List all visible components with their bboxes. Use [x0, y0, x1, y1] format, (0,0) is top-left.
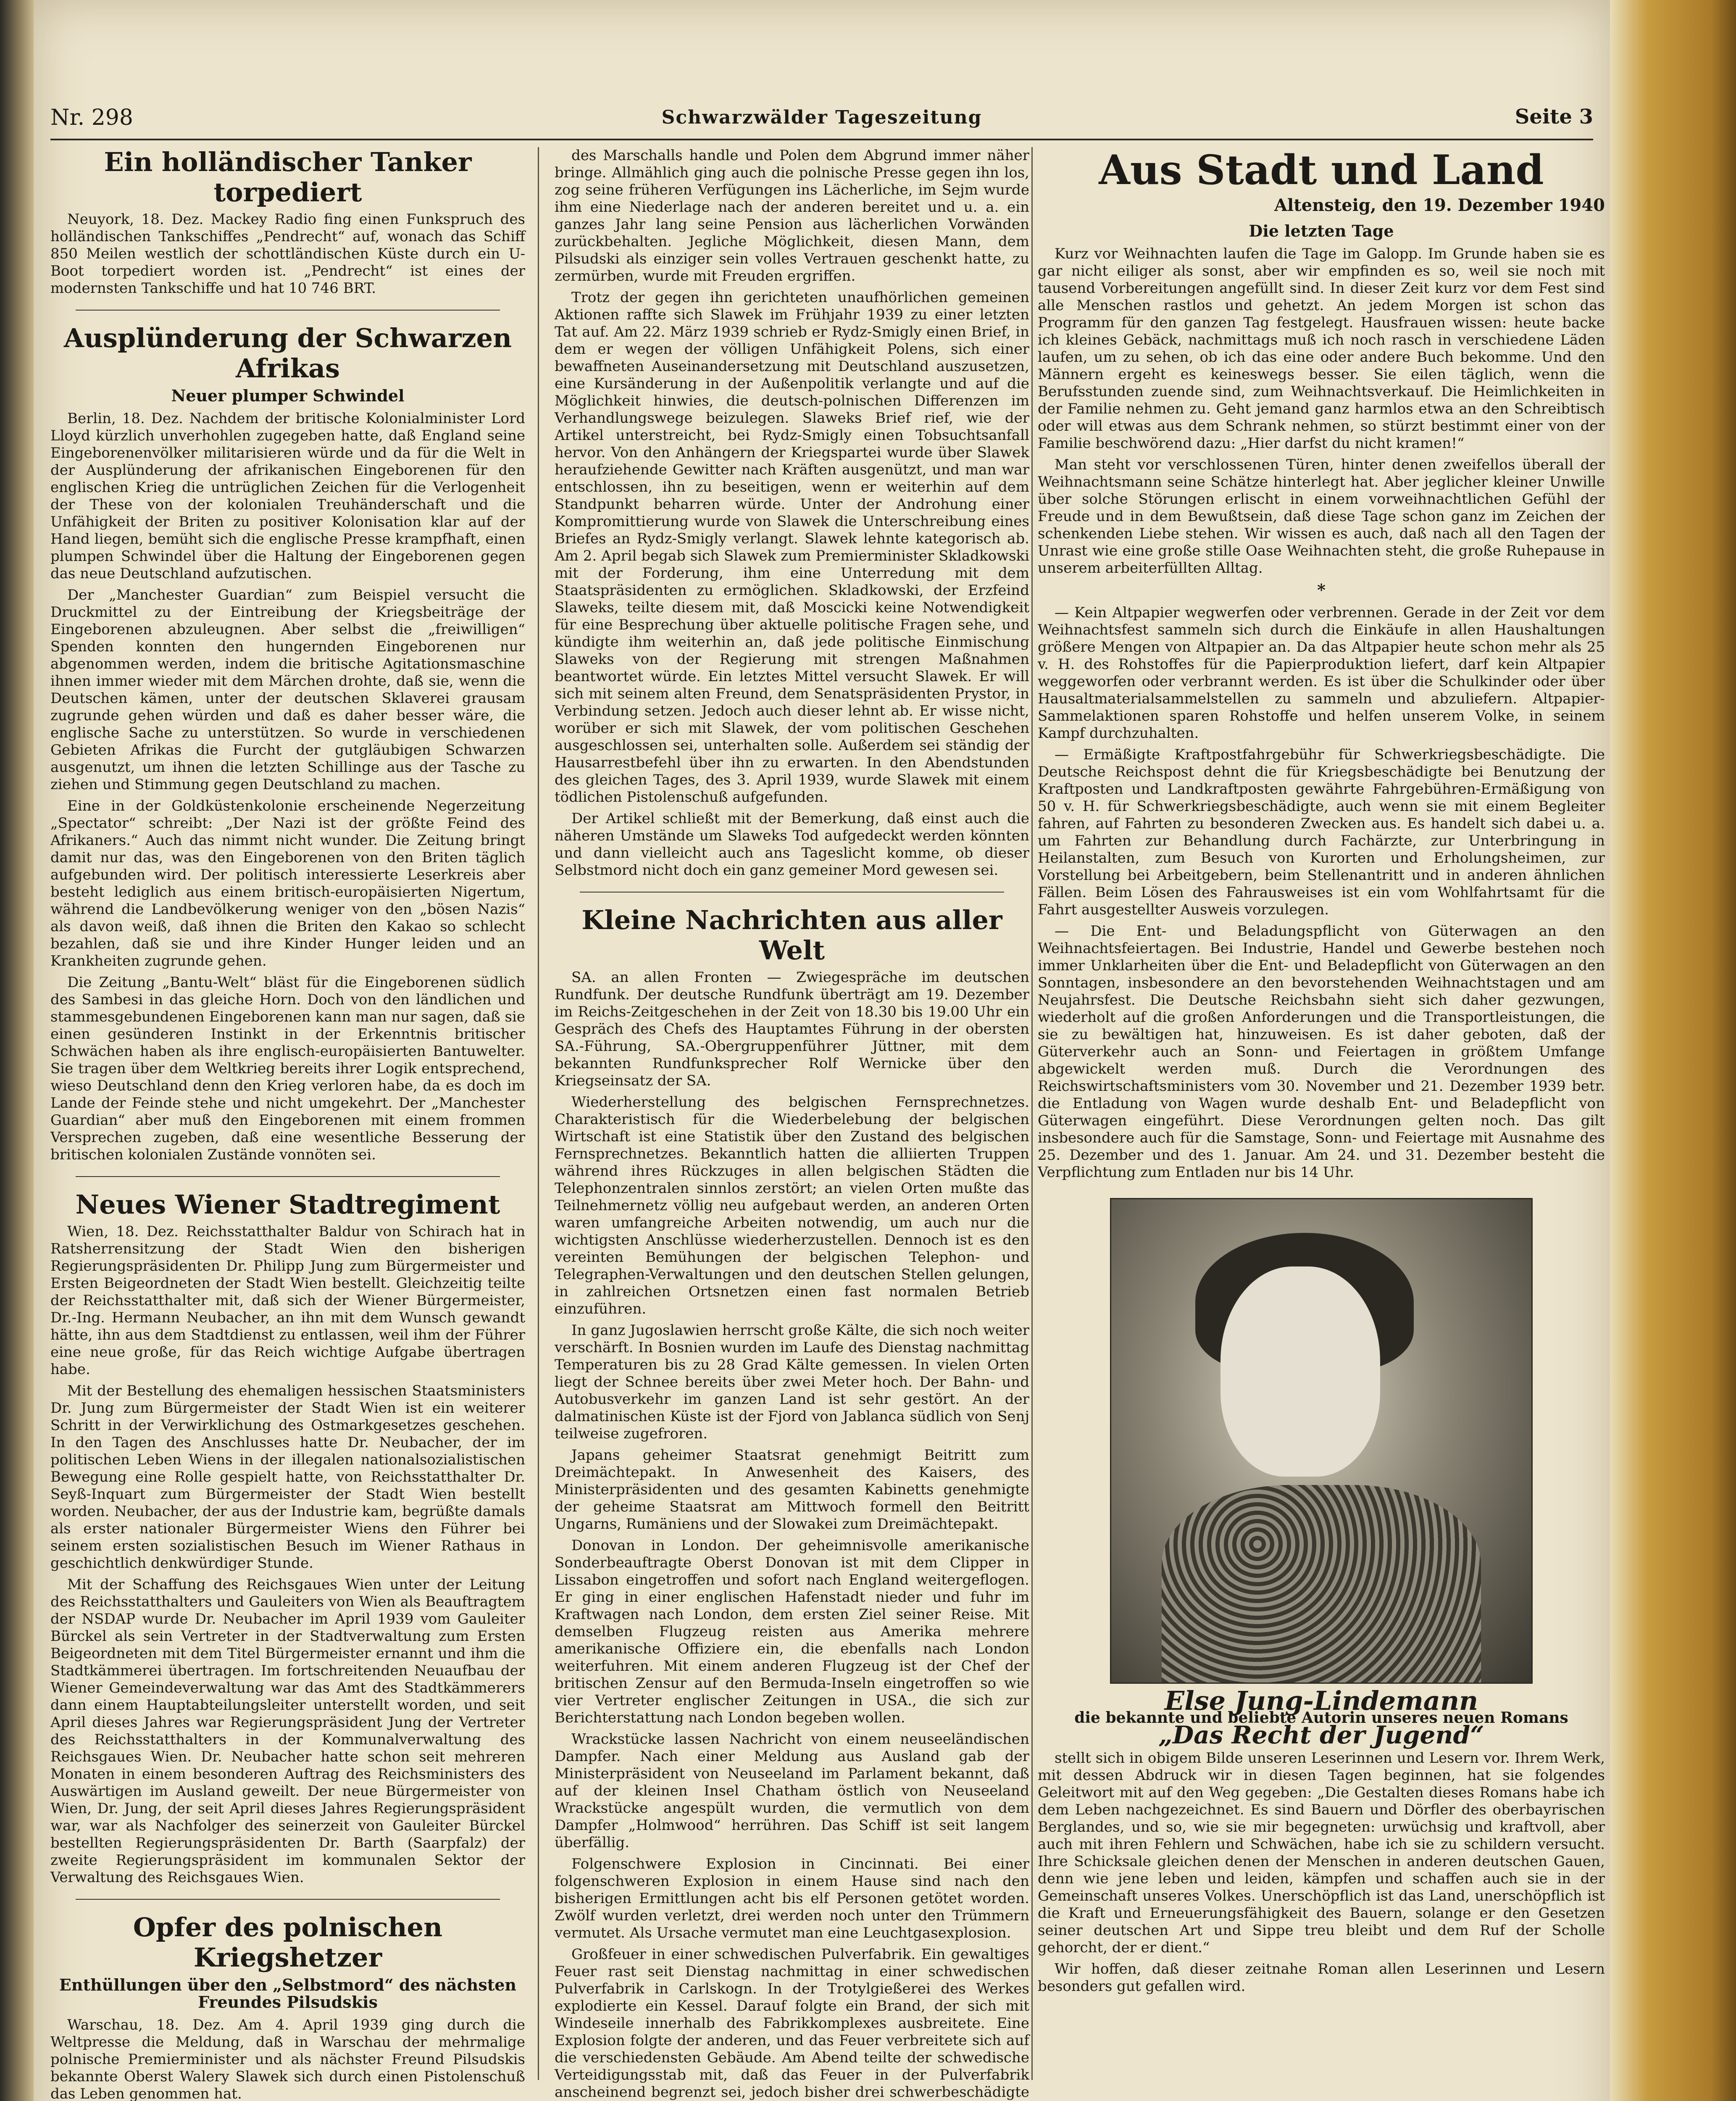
news-item: Donovan in London. Der geheimnisvolle amerikanische Sonderbeauftragte Oberst Donovan ist mit dem Clipper in Lissabon eingetroffen und sofort nach England weitergeflogen. Er ging in einer englischen Hafenstadt nieder und fuhr im Kraftwagen nach London, dem ersten Ziel seiner Reise. Mit demselben Flugzeug reisten aus Amerika mehrere amerikanische Offiziere ein, die ebenfalls nach London weiterfuhren. Mit einem anderen Flugzeug ist der Chef der britischen Zensur auf den Bermuda-Inseln eingetroffen so wie vier Vertreter englischer Zeitungen in USA., die sich zur Berichterstattung nach London begeben wollen. [555, 1537, 1029, 1726]
portrait-face [1220, 1266, 1380, 1477]
news-item: In ganz Jugoslawien herrscht große Kälte, die sich noch weiter verschärft. In Bosnien wurden im Laufe des Dienstag nachmittag Temperaturen bis zu 28 Grad Kälte gemessen. In vielen Orten liegt der Schnee bereits über zwei Meter hoch. Der Bahn- und Autobusverkehr im ganzen Land ist sehr gestört. An der dalmatinischen Küste ist der Fjord von Jablanca südlich von Senj teilweise zugefroren. [555, 1322, 1029, 1442]
page-number: Seite 3 [1515, 105, 1593, 129]
binding-left [0, 0, 34, 2101]
paragraph: Wien, 18. Dez. Reichsstatthalter Baldur von Schirach hat in Ratsherrensitzung der Stadt Wien den bisherigen Regierungspräsidenten Dr. Philipp Jung zum Bürgermeister und Ersten Beigeordneten der Stadt Wien bestellt. Gleichzeitig teilte der Reichsstatthalter mit, daß sich der Wiener Bürgermeister, Dr.-Ing. Hermann Neubacher, an ihn mit dem Wunsch gewandt hätte, ihn aus dem Stadtdienst zu entlassen, weil ihm der Führer eine neue große, für das Reich wichtige Aufgabe übertragen habe. [50, 1223, 525, 1378]
column-2 [555, 147, 1029, 2101]
author-portrait-photo [1110, 1198, 1533, 1684]
portrait-dress [1162, 1485, 1481, 1682]
divider [580, 892, 1004, 893]
news-item: Wiederherstellung des belgischen Fernsprechnetzes. Charakteristisch für die Wiederbelebung der belgischen Wirtschaft ist eine Statistik über den Zustand des belgischen Fernsprechnetzes. Bekanntlich hatten die alliierten Truppen während ihres Rückzuges in allen belgischen Städten die Telephonzentralen sinnlos zerstört; an vielen Orten mußte das Teilnehmernetz völlig neu aufgebaut werden, an anderen Orten waren umfangreiche Arbeiten notwendig, um auch nur die wichtigsten Anschlüsse wiederherzustellen. Dennoch ist es den vereinten Bemühungen der belgischen Telephon- und Telegraphen-Verwaltungen und den deutschen Stellen gelungen, in zahlreichen Ortsnetzen einen fast normalen Betrieb einzuführen. [555, 1094, 1029, 1317]
headline-letzte-tage: Die letzten Tage [1249, 221, 1394, 240]
section-title: Aus Stadt und Land [1099, 146, 1544, 194]
news-item: Japans geheimer Staatsrat genehmigt Beitritt zum Dreimächtepakt. In Anwesenheit des Kaisers, des Ministerpräsidenten und des gesamten Kabinetts genehmigte der geheime Staatsrat am Mittwoch formell den Beitritt Ungarns, Rumäniens und der Slowakei zum Dreimächtepakt. [555, 1447, 1029, 1532]
news-item: Großfeuer in einer schwedischen Pulverfabrik. Ein gewaltiges Feuer rast seit Dienstag nachmittag in einer schwedischen Pulverfabrik in Carlskogn. In der Trotylgießerei des Werkes explodierte ein Kessel. Darauf folgte ein Brand, der sich mit Windeseile innerhalb des Fabrikkomplexes ausbreitete. Eine Explosion folgte der anderen, und das Feuer verbreitete sich auf die verschiedensten Gebäude. Am Abend teilte der schwedische Verteidigungsstab mit, daß das Feuer in der Pulverfabrik anscheinend begrenzt sei, jedoch bisher drei schwerbeschädigte [555, 1946, 1029, 2101]
column-1 [50, 147, 525, 2101]
news-item: Folgenschwere Explosion in Cincinnati. Bei einer folgenschweren Explosion in einem Hause sind nach den bisherigen Ermittlungen acht bis elf Personen getötet worden. Zwölf wurden verletzt, drei werden noch unter den Trümmern vermutet. Als Ursache vermutet man eine Leuchtgasexplosion. [555, 1856, 1029, 1941]
paragraph: Mit der Bestellung des ehemaligen hessischen Staatsministers Dr. Jung zum Bürgermeister der Stadt Wien ist ein weiterer Schritt in der Verwirklichung des Ostmarkgesetzes geschehen. In den Tagen des Anschlusses hatte Dr. Neubacher, der im politischen Leben Wiens in der illegalen nationalsozialistischen Bewegung eine Rolle gespielt hatte, von Reichsstatthalter Dr. Seyß-Inquart zum Bürgermeister der Stadt Wien bestellt worden. Neubacher, der aus der Industrie kam, begrüßte damals als erster nationaler Bürgermeister Wiens den Führer bei seinem ersten sozialistischen Besuch im Wiener Rathaus in geschichtlich denkwürdiger Stunde. [50, 1382, 525, 1572]
headline-polen: Opfer des polnischen Kriegshetzer [133, 1912, 443, 1973]
paragraph: des Marschalls handle und Polen dem Abgrund immer näher bringe. Allmählich ging auch die polnische Presse gegen ihn los, zog seine früheren Verfügungen ins Lächerliche, im Sejm wurde ihm eine Niederlage nach der anderen bereitet und u. a. ein ganzes Jahr lang seine Pension aus lächerlichen Vorwänden zurückbehalten. Jegliche Möglichkeit, diesen Mann, dem Pilsudski als einziger sein volles Vertrauen geschenkt hatte, zu zermürben, wurde mit Freuden ergriffen. [555, 147, 1029, 284]
paragraph: Trotz der gegen ihn gerichteten unaufhörlichen gemeinen Aktionen raffte sich Slawek im Frühjahr 1939 zu einer letzten Tat auf. Am 22. März 1939 schrieb er Rydz-Smigly einen Brief, in dem er wegen der völligen Unfähigkeit Polens, sich einer bewaffneten Auseinandersetzung mit Deutschland auszusetzen, eine Kursänderung in der Außenpolitik verlangte und auf die Möglichkeit hinwies, die deutsch-polnischen Differenzen im Verhandlungswege beizulegen. Slaweks Brief rief, wie der Artikel unterstreicht, bei Rydz-Smigly einen Tobsuchtsanfall hervor. Von den Anhängern der Kriegspartei wurde über Slawek heraufziehende Gewitter nach Kräften ausgenützt, und man war entschlossen, ihn zu beseitigen, wenn er weiterhin auf dem Standpunkt beharren würde. Unter der Androhung einer Kompromittierung wurde von Slawek die Unterschreibung eines Briefes an Rydz-Smigly verlangt. Slawek lehnte kategorisch ab. Am 2. April begab sich Slawek zum Premierminister Skladkowski mit der Forderung, ihm eine Unterredung mit dem Staatspräsidenten zu ermöglichen. Skladkowski, der Erzfeind Slaweks, teilte diesem mit, daß Moscicki keine Notwendigkeit für eine Besprechung über aktuelle politische Fragen sehe, und kündigte ihm weiterhin an, daß jede politische Einmischung Slaweks von der Regierung mit strengen Maßnahmen beantwortet würde. Ein letztes Mittel versucht Slawek. Er will sich mit seinem alten Freund, dem Senatspräsidenten Prystor, in Verbindung setzen. Jedoch auch dieser lehnt ab. Er wisse nicht, worüber er sich mit Slawek, der vom politischen Geschehen ausgeschlossen sei, unterhalten solle. Außerdem sei ständig der Hausarrestbefehl über ihn zu erwarten. In den Abendstunden des gleichen Tages, des 3. April 1939, wurde Slawek mit einem tödlichen Pistolenschuß aufgefunden. [555, 289, 1029, 806]
page-header [50, 105, 1593, 139]
caption-author-line: die bekannte und beliebte Autorin unseres neuen Romans [1074, 1709, 1568, 1727]
caption-author-name: Else Jung-Lindemann [1164, 1685, 1478, 1716]
news-item: — Ermäßigte Kraftpostfahrgebühr für Schwerkriegsbeschädigte. Die Deutsche Reichspost dehnt die für Kriegsbeschädigte bei Benutzung der Kraftposten und Landkraftposten gewährte Fahrgebühren-Ermäßigung von 50 v. H. für Schwerkriegsbeschädigte, auch wenn sie mit einem Begleiter fahren, auf Fahrten zu besonderen Zwecken aus. Es handelt sich dabei u. a. um Fahrten zur Behandlung durch Fachärzte, zur Unterbringung in Heilanstalten, zum Besuch von Kurorten und Erholungsheimen, zur Vorstellung bei Arbeitgebern, beim Stellenantritt und in anderen ähnlichen Fällen. Beim Lösen des Fahrausweises ist ein vom Wohlfahrtsamt für die Fahrt ausgestellter Ausweis vorzulegen. [1038, 746, 1605, 918]
headline-afrika: Ausplünderung der Schwarzen Afrikas [63, 323, 512, 384]
paragraph: stellt sich in obigem Bilde unseren Leserinnen und Lesern vor. Ihrem Werk, mit dessen Abdruck wir in diesen Tagen beginnen, hat sie folgendes Geleitwort mit auf den Weg gegeben: „Die Gestalten dieses Romans habe ich dem Leben nachgezeichnet. Es sind Bauern und Dörfler des oberbayrischen Berglandes, und so, wie sie mir begegneten: urwüchsig und kraftvoll, aber auch mit ihren Fehlern und Schwächen, habe ich sie zu schildern versucht. Ihre Schicksale gleichen denen der Menschen in anderen deutschen Gauen, denn wie jene leben und leiden, kämpfen und schaffen auch sie in der Gemeinschaft unseres Volkes. Unerschöpflich ist das Land, unerschöpflich ist die Kraft und Erneuerungsfähigkeit des Bauern, solange er den Gesetzen seiner deutschen Art und Sippe treu bleibt und dem Ruf der Scholle gehorcht, der er dient.“ [1038, 1750, 1605, 1956]
paragraph: Der Artikel schließt mit der Bemerkung, daß einst auch die näheren Umstände um Slaweks Tod aufgedeckt werden könnten und dann vielleicht auch ans Tageslicht komme, ob dieser Selbstmord nicht doch ein ganz gemeiner Mord gewesen sei. [555, 810, 1029, 879]
divider [76, 1176, 500, 1177]
news-item: — Kein Altpapier wegwerfen oder verbrennen. Gerade in der Zeit vor dem Weihnachtsfest sammeln sich durch die Einkäufe in allen Haushaltungen größere Mengen von Altpapier an. Da das Altpapier heute schon mehr als 25 v. H. des Rohstoffes für die Papierproduktion liefert, darf kein Altpapier weggeworfen oder verbrannt werden. Es ist über die Schulkinder oder über Hausaltmaterialsammelstellen zu sammeln und abzuliefern. Altpapier-Sammelaktionen sparen Rohstoffe und helfen unserem Volke, in seinem Kampf durchzuhalten. [1038, 604, 1605, 742]
issue-number: Nr. 298 [50, 105, 133, 130]
news-item: — Die Ent- und Beladungspflicht von Güterwagen an den Weihnachtsfeiertagen. Bei Industrie, Handel und Gewerbe bestehen noch immer Unklarheiten über die Ent- und Beladepflicht von Güterwagen an den Sonntagen, insbesondere an den bevorstehenden Weihnachtstagen und am Neujahrsfest. Die Deutsche Reichsbahn sieht sich daher gezwungen, wiederholt auf die großen Anforderungen und die Transportleistungen, die sie zu bewältigen hat, hinzuweisen. Es ist daher geboten, daß der Güterverkehr auch an Sonn- und Feiertagen in größtem Umfange abgewickelt werden muß. Durch die Verordnungen des Reichswirtschaftsministers vom 30. November und 21. Dezember 1939 betr. die Entladung von Wagen wurde deshalb Ent- und Beladepflicht von Güterwagen eingeführt. Diese Verordnungen gelten noch. Das gilt insbesondere auch für die Samstage, Sonn- und Feiertage mit Ausnahme des 25. Dezember und des 1. Januar. Am 24. und 31. Dezember besteht die Verpflichtung zum Entladen nur bis 14 Uhr. [1038, 923, 1605, 1181]
paragraph: Mit der Schaffung des Reichsgaues Wien unter der Leitung des Reichsstatthalters und Gauleiters von Wien als Beauftragtem der NSDAP wurde Dr. Neubacher im April 1939 vom Gauleiter Bürckel als sein Vertreter in der Stadtverwaltung zum Ersten Beigeordneten mit dem Titel Bürgermeister ernannt und ihm die Stadtkämmerei übertragen. Im fortschreitenden Neuaufbau der Wiener Gemeindeverwaltung war das Amt des Stadtkämmerers dann einem Hauptabteilungsleiter unterstellt worden, und seit April dieses Jahres war Regierungspräsident Jung der Vertreter des Reichsstatthalters in der Kommunalverwaltung des Reichsgaues Wien. Dr. Neubacher hatte schon seit mehreren Monaten in einem besonderen Auftrag des Reichsministers des Auswärtigen im Ausland geweilt. Der neue Bürgermeister von Wien, Dr. Jung, der seit April dieses Jahres Regierungspräsident war, war als Nachfolger des seinerzeit von Gauleiter Bürckel bestellten Regierungspräsidenten Dr. Barth (Saarpfalz) der zweite Regierungspräsident im kommunalen Sektor der Verwaltung des Reichsgaues Wien. [50, 1576, 525, 1886]
dateline: Altensteig, den 19. Dezember 1940 [1274, 195, 1605, 215]
paragraph: Eine in der Goldküstenkolonie erscheinende Negerzeitung „Spectator“ schreibt: „Der Nazi ist der größte Feind des Afrikaners.“ Auch das nimmt nicht wunder. Die Zeitung bringt damit nur das, was den Eingeborenen von den Briten täglich aufgebunden wird. Der politisch interessierte Leserkreis aber besteht lediglich aus einem britisch-europäisierten Nigertum, während die Landbevölkerung weniger von den „bösen Nazis“ als davon weiß, daß ihnen die Briten den Kakao so schlecht bezahlen, daß sie und ihre Kinder Hunger leiden und an Krankheiten zugrunde gehen. [50, 798, 525, 969]
paragraph: Warschau, 18. Dez. Am 4. April 1939 ging durch die Weltpresse die Meldung, daß in Warschau der mehrmalige polnische Premierminister und als nächster Freund Pilsudskis bekannte Oberst Walery Slawek sich durch einen Pistolenschuß das Leben genommen hat. [50, 2017, 525, 2101]
news-item: SA. an allen Fronten — Zwiegespräche im deutschen Rundfunk. Der deutsche Rundfunk überträgt am 19. Dezember im Reichs-Zeitgeschehen in der Zeit von 18.30 bis 19.00 Uhr ein Gespräch des Chefs des Hauptamtes Führung in der obersten SA.-Führung, SA.-Obergruppenführer Jüttner, mit dem bekannten Rundfunksprecher Rolf Wernicke über den Kriegseinsatz der SA. [555, 969, 1029, 1089]
paragraph: Wir hoffen, daß dieser zeitnahe Roman allen Leserinnen und Lesern besonders gut gefallen wird. [1038, 1961, 1605, 1995]
newspaper-page [34, 0, 1610, 2101]
column-rule [538, 147, 539, 2080]
subheadline-polen: Enthüllungen über den „Selbstmord“ des nächsten Freundes Pilsudskis [59, 1975, 517, 2011]
news-item: Wrackstücke lassen Nachricht von einem neuseeländischen Dampfer. Nach einer Meldung aus Ausland gab der Ministerpräsident von Neuseeland im Parlament bekannt, daß auf der kleinen Insel Chatham östlich von Neuseeland Wrackstücke angespült wurden, die vermutlich von dem Dampfer „Holmwood“ herrühren. Das Schiff ist seit langem überfällig. [555, 1731, 1029, 1851]
paragraph: Man steht vor verschlossenen Türen, hinter denen zweifellos überall der Weihnachtsmann seine Schätze hinterlegt hat. Aber jeglicher kleiner Unwille über solche Störungen erlischt in einem vorweihnachtlichen Gefühl der Freude und in dem Bewußtsein, daß diese Tage schon ganz im Zeichen der schenkenden Liebe stehen. Wir wissen es auch, daß nach all den Tagen der Unrast wie eine große stille Oase Weihnachten steht, die große Ruhepause in unserem arbeiterfüllten Alltag. [1038, 456, 1605, 577]
divider [76, 1899, 500, 1900]
caption-novel-title: „Das Recht der Jugend“ [1158, 1721, 1484, 1749]
article-tanker-text: Neuyork, 18. Dez. Mackey Radio fing einen Funkspruch des holländischen Tankschiffes „Pendrecht“ auf, wonach das Schiff 850 Meilen westlich der schottländischen Küste durch ein U-Boot torpediert worden ist. „Pendrecht“ ist eines der modernsten Tankschiffe und hat 10 746 BRT. [50, 211, 525, 297]
paragraph: Der „Manchester Guardian“ zum Beispiel versucht die Druckmittel zu der Eintreibung der Kriegsbeiträge der Eingeborenen abzuleugnen. Aber selbst die „freiwilligen“ Spenden konnten den hungernden Eingeborenen nur abgenommen werden, indem die britische Agitationsmaschine ihnen immer wieder mit dem Märchen drohte, daß sie, wenn die Deutschen kämen, unter der deutschen Sklaverei grausam zugrunde gehen würden und daß es daher besser wäre, die englische Sache zu unterstützen. So wurde in verschiedenen Gebieten Afrikas die Furcht der gutgläubigen Schwarzen ausgenutzt, um ihnen die letzten Schillinge aus der Tasche zu ziehen und Stimmung gegen Deutschland zu machen. [50, 587, 525, 793]
column-3 [1038, 147, 1605, 1999]
divider [76, 310, 500, 311]
column-rule [1031, 147, 1033, 2080]
paragraph: Berlin, 18. Dez. Nachdem der britische Kolonialminister Lord Lloyd kürzlich unverhohlen zugegeben hatte, daß England seine Eingeborenenvölker militarisieren würde und da für die Welt in der Ausplünderung der afrikanischen Eingeborenen für den englischen Krieg die untrüglichen Zeichen für die Verlogenheit der These von der kolonialen Treuhänderschaft und die Unfähigkeit der Briten zu positiver Kolonisation klar auf der Hand liegen, bemüht sich die englische Presse krampfhaft, einen plumpen Schwindel über die Haltung der Eingeborenen gegen das neue Deutschland aufzutischen. [50, 410, 525, 582]
header-rule [50, 139, 1593, 140]
asterisk-divider: * [1317, 580, 1326, 599]
headline-kleine-nachrichten: Kleine Nachrichten aus aller Welt [581, 905, 1002, 966]
binding-right [1610, 0, 1736, 2101]
paragraph: Kurz vor Weihnachten laufen die Tage im Galopp. Im Grunde haben sie es gar nicht eiliger als sonst, aber wir empfinden es so, weil sie noch mit tausend Vorbereitungen angefüllt sind. In dieser Zeit kurz vor dem Fest sind alle Menschen rastlos und gehetzt. An jedem Morgen ist schon das Programm für den ganzen Tag festgelegt. Hausfrauen wissen: heute backe ich kleines Gebäck, nachmittags muß ich noch rasch in verschiedene Läden laufen, um zu sehen, ob ich das eine oder andere Buch bekomme. Und den Männern ergeht es keineswegs besser. Sie eilen täglich, wenn die Berufsstunden zuende sind, zum Weihnachtsverkauf. Die Heimlichkeiten in der Familie nehmen zu. Geht jemand ganz harmlos etwa an den Schreibtisch oder will etwas aus dem Schrank nehmen, so stürzt bestimmt einer von der Familie beschwörend dazu: „Hier darfst du nicht kramen!“ [1038, 245, 1605, 452]
paragraph: Die Zeitung „Bantu-Welt“ bläst für die Eingeborenen südlich des Sambesi in das gleiche Horn. Doch von den ländlichen und stammesgebundenen Eingeborenen kann man nur sagen, daß sie einen gesünderen Instinkt in der Erkenntnis britischer Schwächen haben als ihre englisch-europäisierten Bantuwelter. Sie tragen über dem Weltkrieg bereits ihrer Logik entsprechend, wieso Deutschland denn den Krieg verloren habe, da es doch im Lande der Feinde stehe und nicht umgekehrt. Der „Manchester Guardian“ aber muß den Eingeborenen mit einem frommen Versprechen zugeben, daß eine wesentliche Besserung der britischen kolonialen Zustände vonnöten sei. [50, 974, 525, 1163]
headline-tanker: Ein holländischer Tanker torpediert [104, 147, 472, 208]
subheadline-afrika: Neuer plumper Schwindel [171, 386, 405, 405]
headline-wien: Neues Wiener Stadtregiment [75, 1189, 500, 1220]
newspaper-name: Schwarzwälder Tageszeitung [661, 107, 982, 128]
